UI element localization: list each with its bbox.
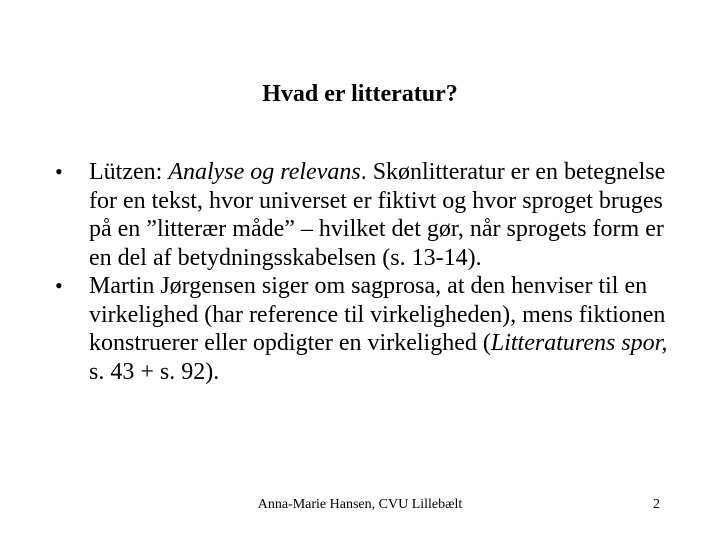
slide-footer: Anna-Marie Hansen, CVU Lillebælt <box>257 497 463 512</box>
bullet-list <box>55 158 675 386</box>
slide-title: Hvad er litteratur? <box>262 81 458 107</box>
bullet-2-italic: Litteraturens spor, <box>490 330 668 356</box>
bullet-item-1 <box>55 158 675 272</box>
bullet-item-2 <box>55 272 675 386</box>
bullet-1-prefix: Lützen: <box>89 159 169 185</box>
bullet-1-italic: Analyse og relevans <box>168 159 361 185</box>
bullet-icon: • <box>55 159 63 184</box>
page-number: 2 <box>653 497 660 512</box>
bullet-2-rest: s. 43 + s. 92). <box>89 358 220 385</box>
bullet-icon: • <box>55 273 63 298</box>
bullet-1-rest: . Skønlitteratur er en betegnelse for en tekst, hvor universet er fiktivt og hvor sproget bruges på en ”litterær måde” – hvilket det gør, når sprogets form er en del af betydningsskabelsen (s. 13-14). <box>89 159 666 271</box>
bullet-2-prefix: Martin Jørgensen siger om sagprosa, at den henviser til en virkelighed (har reference til virkeligheden), mens fiktionen konstruerer eller opdigter en virkelighed ( <box>89 273 666 356</box>
